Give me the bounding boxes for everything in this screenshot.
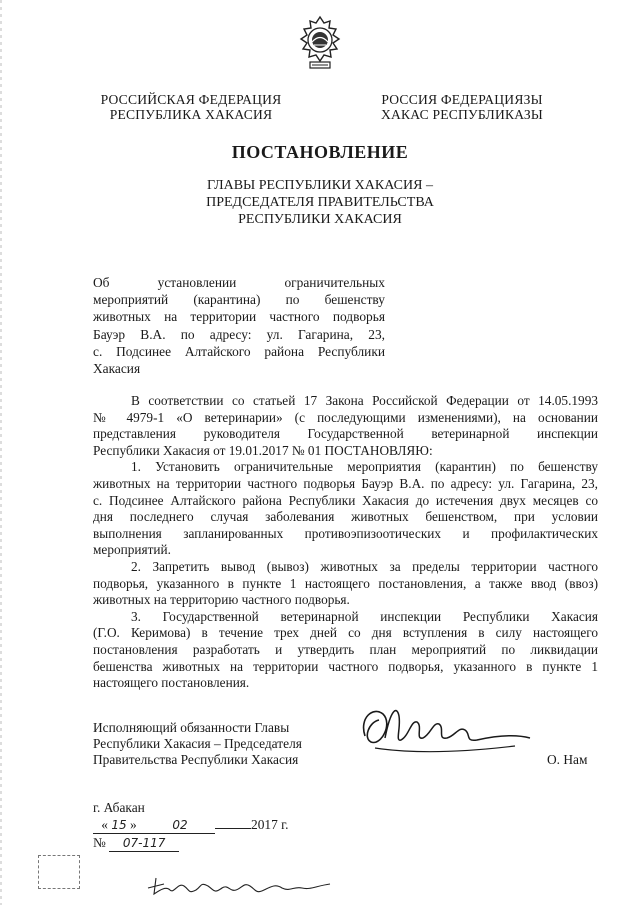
header-right-line-2: ХАКАС РЕСПУБЛИКАЗЫ	[381, 107, 543, 122]
date-year: 2017 г.	[251, 817, 289, 832]
subject-line: Бауэр В.А. по адресу: ул. Гагарина, 23,	[93, 326, 385, 342]
document-title: ПОСТАНОВЛЕНИЕ	[231, 142, 409, 162]
body-line: Республики Хакасия от 19.01.2017 № 01 ПОСТАНОВЛЯЮ:	[93, 442, 433, 458]
body-line: (Г.О. Керимова) в течение трех дней со дня вступления в силу настоящего	[93, 625, 598, 641]
body-line: бешенства животных на территории частного подворья, указанного в пункте 1	[93, 658, 598, 674]
document-subject	[93, 274, 385, 377]
body-line: настоящего постановления.	[93, 675, 250, 691]
signatory-line-2: Республики Хакасия – Председателя	[93, 736, 302, 752]
signatory-position	[93, 720, 353, 769]
body-line: представления руководителя Государственной ветеринарной инспекции	[93, 426, 598, 442]
subject-line: Хакасия	[93, 361, 141, 377]
number-field	[109, 835, 179, 852]
number-value: 07-117	[122, 836, 166, 850]
handwritten-signature	[355, 698, 535, 770]
header-right	[362, 92, 562, 122]
coat-of-arms-emblem-icon	[295, 15, 345, 71]
registry-stamp	[38, 855, 80, 889]
scan-edge	[0, 0, 2, 905]
body-line: 2. Запретить вывод (вывоз) животных за пределы территории частного	[131, 558, 598, 574]
signatory-name: О. Нам	[547, 752, 588, 767]
signatory-line-1: Исполняющий обязанности Главы	[93, 720, 290, 735]
body-line: № 4979-1 «О ветеринарии» (с последующими изменениями), на основании	[93, 409, 598, 425]
document-city: г. Абакан	[93, 800, 145, 815]
subject-line: с. Подсинее Алтайского района Республики	[93, 343, 385, 359]
date-month-tail	[215, 828, 251, 829]
header-left-line-1: РОССИЙСКАЯ ФЕДЕРАЦИЯ	[100, 92, 282, 107]
subtitle-line-2: ПРЕДСЕДАТЕЛЯ ПРАВИТЕЛЬСТВА	[206, 195, 434, 210]
subject-line: Об установлении ограничительных	[93, 275, 385, 290]
date-month-field	[145, 817, 215, 834]
body-line: с. Подсинее Алтайского района Республики Хакасия до истечения двух месяцев со	[93, 492, 598, 508]
body-line: 1. Установить ограничительные мероприятия (карантин) по бешенству	[131, 459, 598, 475]
body-line: подворья, указанного в пункте 1 настоящего постановления, а также ввод (ввоз)	[93, 575, 598, 591]
header-left-line-2: РЕСПУБЛИКА ХАКАСИЯ	[109, 107, 273, 122]
date-open-quote: «	[101, 817, 108, 832]
body-line: дня последнего случая заболевания животных бешенством, при условии	[93, 509, 598, 525]
body-line: В соответствии со статьей 17 Закона Российской Федерации от 14.05.1993	[131, 393, 598, 408]
document-body	[93, 393, 598, 692]
subject-line: животных на территории частного подворья	[93, 309, 385, 325]
header-left	[96, 92, 286, 122]
document-number	[93, 835, 179, 852]
body-line: 3. Государственной ветеринарной инспекции Республики Хакасия	[131, 608, 598, 624]
date-day: 15	[111, 818, 127, 832]
date-month: 02	[172, 818, 188, 832]
body-line: животных на территории частного подворья Бауэр В.А. по адресу: ул. Гагарина, 23,	[93, 475, 598, 491]
date-close-quote: »	[130, 817, 137, 832]
date-day-field	[93, 817, 145, 834]
subtitle-line-3: РЕСПУБЛИКИ ХАКАСИЯ	[238, 212, 402, 227]
body-line: выполнения запланированных противоэпизоотических и профилактических	[93, 525, 598, 541]
subtitle-line-1: ГЛАВЫ РЕСПУБЛИКИ ХАКАСИЯ –	[207, 178, 433, 193]
handwritten-note	[140, 870, 340, 900]
body-line: мероприятий.	[93, 542, 171, 558]
document-date	[93, 817, 288, 834]
header-right-line-1: РОССИЯ ФЕДЕРАЦИЯЗЫ	[381, 92, 543, 107]
body-line: постановления разработать и утвердить план мероприятий по ликвидации	[93, 641, 598, 657]
number-label: №	[93, 835, 106, 850]
subject-line: мероприятий (карантина) по бешенству	[93, 292, 385, 308]
body-line: животных на территорию частного подворья.	[93, 592, 350, 608]
signatory-line-3: Правительства Республики Хакасия	[93, 752, 299, 768]
document-subtitle	[0, 177, 640, 228]
